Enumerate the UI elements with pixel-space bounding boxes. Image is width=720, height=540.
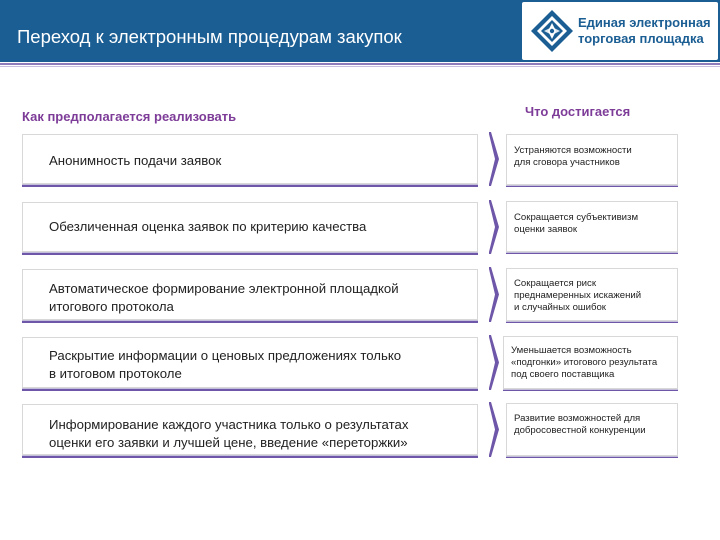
header-bar <box>0 0 720 62</box>
result-box-1 <box>506 134 678 185</box>
chevron-right-icon <box>488 335 500 390</box>
result-box-2 <box>506 201 678 252</box>
result-line: «подгонки» итогового результата <box>511 357 658 368</box>
logo-line-1: Единая электронная <box>578 15 711 30</box>
result-text-5 <box>514 413 672 437</box>
result-box-4 <box>503 336 678 389</box>
header-rule-thin <box>0 66 720 67</box>
result-line: добросовестной конкуренции <box>514 425 646 436</box>
chevron-right-icon <box>488 267 500 322</box>
method-text-5 <box>49 416 408 452</box>
method-line: Автоматическое формирование электронной площадкой <box>49 281 399 296</box>
header-rule <box>0 63 720 65</box>
method-line: итогового протокола <box>49 299 174 314</box>
etp-logo-icon <box>530 9 574 53</box>
logo <box>522 2 718 60</box>
left-column-heading: Как предполагается реализовать <box>22 109 237 124</box>
result-text-4 <box>511 345 672 381</box>
result-line: Сокращается субъективизм <box>514 212 639 223</box>
method-line: Анонимность подачи заявок <box>49 153 222 168</box>
right-column-heading: Что достигается <box>525 104 631 119</box>
method-line: Раскрытие информации о ценовых предложениях только <box>49 348 402 363</box>
result-text-1 <box>514 145 672 169</box>
result-text-2 <box>514 212 672 236</box>
logo-text <box>578 15 711 47</box>
method-box-1 <box>22 134 478 184</box>
result-line: преднамеренных искажений <box>514 290 642 301</box>
method-text-2 <box>49 218 366 236</box>
method-line: оценки его заявки и лучшей цене, введение «переторжки» <box>49 435 408 450</box>
method-box-5 <box>22 404 478 455</box>
method-line: Обезличенная оценка заявок по критерию качества <box>49 219 367 234</box>
result-line: Устраняются возможности <box>514 145 632 156</box>
result-line: оценки заявок <box>514 224 578 235</box>
result-line: для сговора участников <box>514 157 620 168</box>
page-title: Переход к электронным процедурам закупок <box>17 26 402 47</box>
result-line: под своего поставщика <box>511 369 615 380</box>
result-line: и случайных ошибок <box>514 302 606 313</box>
method-box-2 <box>22 202 478 252</box>
logo-line-2: торговая площадка <box>578 31 704 46</box>
result-box-5 <box>506 403 678 456</box>
method-text-3 <box>49 280 399 316</box>
result-line: Развитие возможностей для <box>514 413 641 424</box>
chevron-right-icon <box>488 402 500 457</box>
chevron-right-icon <box>488 200 500 254</box>
method-box-4 <box>22 337 478 388</box>
result-line: Сокращается риск <box>514 278 597 289</box>
result-text-3 <box>514 278 672 314</box>
method-text-1 <box>49 152 221 170</box>
method-line: в итоговом протоколе <box>49 366 182 381</box>
method-box-3 <box>22 269 478 320</box>
result-box-3 <box>506 268 678 321</box>
method-text-4 <box>49 347 401 383</box>
method-line: Информирование каждого участника только о результатах <box>49 417 409 432</box>
chevron-right-icon <box>488 132 500 186</box>
result-line: Уменьшается возможность <box>511 345 632 356</box>
